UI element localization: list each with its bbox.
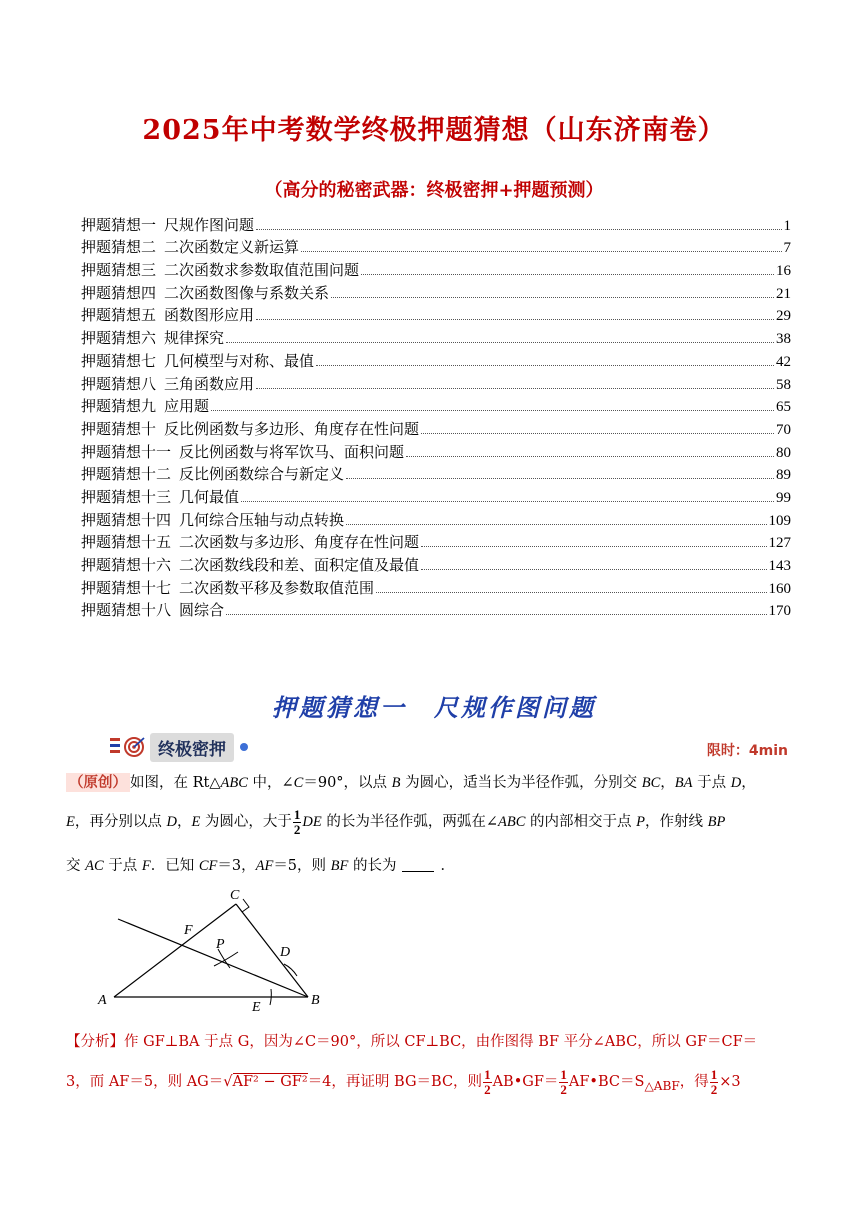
toc-leader-dots (241, 501, 774, 502)
toc-entry[interactable] (81, 325, 791, 348)
text: ， (741, 775, 756, 791)
toc-entry-page: 7 (783, 240, 791, 257)
toc-entry[interactable] (81, 212, 791, 235)
text: 中，∠ (247, 775, 294, 791)
toc-entry-page: 143 (768, 558, 791, 574)
toc-entry-number: 押题猜想四 (81, 283, 157, 302)
segment-CB (236, 904, 308, 997)
toc-leader-dots (331, 297, 774, 298)
toc-entry-number: 押题猜想十四 (81, 510, 172, 529)
toc-entry-page: 29 (776, 308, 791, 325)
toc-entry-page: 65 (776, 399, 791, 416)
fraction-denominator: 2 (560, 1081, 567, 1097)
toc-entry[interactable] (81, 257, 791, 280)
toc-entry-title: 二次函数定义新运算 (164, 238, 300, 257)
text: AB•GF＝ (492, 1074, 559, 1091)
label-P: P (216, 937, 225, 952)
fraction-half (710, 1068, 719, 1096)
toc-leader-dots (421, 433, 774, 434)
toc-entry-number: 押题猜想十八 (81, 601, 172, 620)
text: ． (440, 858, 455, 874)
analysis-line-1 (66, 1030, 757, 1051)
text: B (391, 775, 401, 791)
fraction-numerator: 1 (484, 1067, 491, 1082)
toc-entry[interactable] (81, 394, 791, 417)
toc-entry-number: 押题猜想十七 (81, 578, 172, 597)
toc-entry-title: 几何综合压轴与动点转换 (179, 510, 345, 529)
toc-entry[interactable] (81, 348, 791, 371)
toc-entry-title: 几何模型与对称、最值 (164, 351, 315, 370)
text: ABC (220, 775, 248, 791)
text: 作 GF⊥BA 于点 G，因为∠C＝90°，所以 CF⊥BC，由作图得 BF 平分∠ABC，所以 GF＝CF＝ (124, 1034, 758, 1050)
toc-leader-dots (361, 274, 774, 275)
problem-line-3 (66, 858, 455, 875)
text: BP (707, 814, 726, 831)
toc-entry[interactable] (81, 552, 791, 575)
label-F: F (184, 923, 193, 938)
text: 为圆心，适当长为半径作弧，分别交 (400, 775, 642, 791)
text: 的内部相交于点 (525, 814, 637, 831)
toc-entry-page: 21 (776, 285, 791, 302)
text: 3，而 AF＝5，则 AG＝ (66, 1074, 224, 1091)
toc-entry-number: 押题猜想十二 (81, 465, 172, 484)
document-title: 2025年中考数学终极押题猜想（山东济南卷） (142, 115, 726, 146)
toc-entry-page: 38 (776, 331, 791, 348)
toc-entry-page: 99 (776, 489, 791, 506)
time-limit: 限时：4min (706, 743, 788, 759)
toc-entry-title: 应用题 (164, 397, 210, 416)
toc-entry-title: 反比例函数与多边形、角度存在性问题 (164, 419, 420, 438)
text: BA (674, 775, 693, 791)
banner-label: 终极密押 (150, 733, 234, 762)
toc-entry[interactable] (81, 530, 791, 553)
analysis-tag: 【分析】 (66, 1034, 124, 1050)
text: D (166, 814, 177, 831)
toc-entry-number: 押题猜想十三 (81, 487, 172, 506)
fraction-numerator: 1 (560, 1067, 567, 1082)
text: ．已知 (150, 858, 199, 874)
toc-entry[interactable] (81, 575, 791, 598)
label-D: D (280, 945, 291, 960)
toc-entry-number: 押题猜想二 (81, 238, 157, 257)
sqrt-expression: √AF² − GF² (223, 1074, 308, 1091)
text: CF (198, 858, 218, 874)
text: DE (302, 814, 322, 831)
right-angle-mark (242, 899, 249, 912)
toc-entry-title: 二次函数求参数取值范围问题 (164, 261, 360, 280)
text: ×3 (719, 1074, 741, 1091)
toc-entry-number: 押题猜想三 (81, 261, 157, 280)
toc-entry-title: 二次函数平移及参数取值范围 (179, 578, 375, 597)
text: BF (330, 858, 349, 874)
text: ，作射线 (645, 814, 708, 831)
toc-entry-number: 押题猜想十六 (81, 556, 172, 574)
toc-entry-number: 押题猜想六 (81, 329, 157, 348)
toc-leader-dots (256, 229, 781, 230)
text: ＝5，则 (273, 858, 331, 874)
toc-entry[interactable] (81, 416, 791, 439)
toc-leader-dots (211, 410, 774, 411)
text: AF² − GF² (232, 1074, 308, 1091)
toc-entry-page: 80 (776, 444, 791, 461)
toc-entry-page: 58 (776, 376, 791, 393)
text: 于点 (692, 775, 731, 791)
text: ，得 (679, 1074, 709, 1091)
text: E (66, 814, 75, 831)
fraction-denominator: 2 (484, 1081, 491, 1097)
text: △ABF (644, 1079, 680, 1094)
text: ， (176, 814, 192, 831)
toc-entry-number: 押题猜想十一 (81, 442, 172, 461)
toc-entry-page: 170 (768, 603, 791, 620)
toc-leader-dots (346, 478, 774, 479)
banner-dot-icon (240, 743, 248, 751)
fraction-denominator: 2 (710, 1081, 718, 1097)
toc-entry[interactable] (81, 598, 791, 621)
fraction-half (483, 1068, 492, 1096)
toc-entry-number: 押题猜想十 (81, 419, 157, 438)
section-heading: 押题猜想一 尺规作图问题 (272, 693, 596, 722)
toc-leader-dots (256, 319, 774, 320)
toc-entry-number: 押题猜想五 (81, 306, 157, 325)
toc-leader-dots (226, 614, 766, 615)
toc-entry-page: 160 (768, 580, 791, 597)
toc-entry-number: 押题猜想一 (81, 215, 157, 234)
toc-leader-dots (376, 592, 766, 593)
text: AC (85, 858, 104, 874)
toc-entry-title: 反比例函数与将军饮马、面积问题 (179, 442, 405, 461)
toc-entry-title: 尺规作图问题 (164, 215, 255, 234)
label-C: C (230, 888, 240, 903)
toc-entry-page: 1 (783, 217, 791, 234)
toc-leader-dots (421, 546, 766, 547)
table-of-contents (81, 212, 791, 620)
toc-entry-title: 反比例函数综合与新定义 (179, 465, 345, 484)
label-E: E (252, 1000, 261, 1014)
toc-leader-dots (256, 388, 774, 389)
toc-entry[interactable] (81, 371, 791, 394)
text: F (141, 858, 151, 874)
text: D (730, 775, 742, 791)
text: 交 (66, 858, 86, 874)
fraction-half (559, 1068, 568, 1096)
text: 的长为 (348, 858, 397, 874)
text: 如图，在 Rt△ (130, 775, 221, 791)
text: AF•BC＝S (568, 1074, 645, 1091)
toc-entry-title: 二次函数与多边形、角度存在性问题 (179, 533, 420, 552)
target-icon (108, 734, 148, 760)
text: 于点 (103, 858, 142, 874)
text: AF (255, 858, 274, 874)
toc-entry-page: 89 (776, 467, 791, 484)
fraction-half (293, 808, 302, 836)
text: ABC (498, 814, 526, 831)
toc-entry[interactable] (81, 507, 791, 530)
toc-entry[interactable] (81, 484, 791, 507)
text: P (636, 814, 645, 831)
toc-leader-dots (226, 342, 774, 343)
toc-entry-title: 函数图形应用 (164, 306, 255, 325)
toc-entry-title: 几何最值 (179, 487, 240, 506)
label-B: B (311, 993, 320, 1008)
fraction-numerator: 1 (710, 1067, 718, 1082)
fraction-denominator: 2 (293, 821, 301, 837)
analysis-line-2 (66, 1068, 741, 1096)
toc-entry-title: 二次函数线段和差、面积定值及最值 (179, 556, 420, 574)
toc-entry-title: 圆综合 (179, 601, 225, 620)
toc-entry-number: 押题猜想九 (81, 397, 157, 416)
toc-entry-number: 押题猜想八 (81, 374, 157, 393)
toc-entry-page: 42 (776, 353, 791, 370)
text: ，再分别以点 (74, 814, 167, 831)
toc-entry-page: 127 (768, 535, 791, 552)
toc-entry-title: 规律探究 (164, 329, 225, 348)
text: 的长为半径作弧，两弧在∠ (321, 814, 499, 831)
text: ＝90°，以点 (303, 775, 392, 791)
text: BC (641, 775, 661, 791)
toc-entry-number: 押题猜想七 (81, 351, 157, 370)
toc-leader-dots (421, 569, 766, 570)
toc-entry-page: 70 (776, 421, 791, 438)
document-subtitle: （高分的秘密武器：终极密押+押题预测） (264, 180, 604, 201)
section-banner (108, 734, 248, 760)
fraction-numerator: 1 (293, 807, 301, 822)
text: ＝4，再证明 BG＝BC，则 (307, 1074, 483, 1091)
text: ， (660, 775, 675, 791)
geometry-figure (96, 884, 336, 1014)
label-A: A (98, 993, 107, 1008)
toc-entry-page: 109 (768, 512, 791, 529)
toc-entry[interactable] (81, 235, 791, 258)
toc-leader-dots (301, 251, 781, 252)
text: E (191, 814, 201, 831)
problem-line-2 (66, 808, 725, 836)
text: C (293, 775, 304, 791)
toc-leader-dots (346, 524, 766, 525)
toc-entry[interactable] (81, 280, 791, 303)
text: ＝3， (217, 858, 256, 874)
toc-leader-dots (406, 456, 774, 457)
original-tag: （原创） (66, 773, 130, 792)
toc-entry-title: 三角函数应用 (164, 374, 255, 393)
toc-entry[interactable] (81, 439, 791, 462)
toc-leader-dots (316, 365, 774, 366)
answer-blank[interactable] (402, 871, 434, 872)
toc-entry[interactable] (81, 462, 791, 485)
text: 为圆心，大于 (200, 814, 292, 831)
toc-entry-title: 二次函数图像与系数关系 (164, 283, 330, 302)
toc-entry-number: 押题猜想十五 (81, 533, 172, 552)
toc-entry[interactable] (81, 303, 791, 326)
toc-entry-page: 16 (776, 263, 791, 280)
problem-line-1 (66, 774, 756, 792)
